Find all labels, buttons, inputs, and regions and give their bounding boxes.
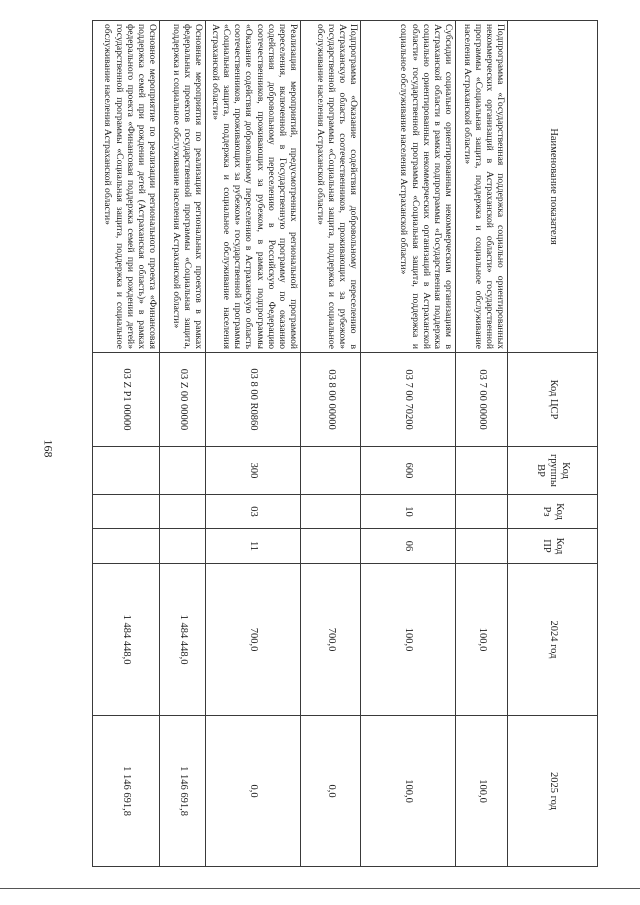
row-vr: 600: [361, 447, 456, 495]
header-name: Наименование показателя: [508, 21, 598, 353]
row-2025: 100,0: [361, 716, 456, 867]
row-2024: 1 484 448,0: [160, 564, 206, 716]
page-bottom-rule: [0, 888, 640, 889]
row-2024: 100,0: [456, 564, 508, 716]
row-name: Основные мероприятия по реализации региональных проектов в рамках федеральных проектов государственной программы «Социальная защита, поддержка и социальное обслуживание населения Астраханской области»: [160, 21, 206, 353]
row-2025: 0,0: [301, 716, 361, 867]
row-csr: 03 Z 00 00000: [160, 353, 206, 447]
header-pr: Код ПР: [508, 529, 598, 564]
row-csr: 03 Z P1 00000: [93, 353, 160, 447]
row-name: Подпрограмма «Государственная поддержка социально ориентированных некоммерческих организаций в Астраханской области» государственной программы «Социальная защита, поддержка и социальное обслуживание населения Астраханской области»: [456, 21, 508, 353]
row-pr: [301, 529, 361, 564]
row-vr: [301, 447, 361, 495]
row-pr: [456, 529, 508, 564]
row-csr: 03 8 00 R0860: [206, 353, 301, 447]
row-name: Подпрограмма «Оказание содействия добровольному переселению в Астраханскую область соотечественников, проживающих за рубежом» государственной программы «Социальная защита, поддержка и социальное обслуживание населения Астраханской области»: [301, 21, 361, 353]
row-csr: 03 7 00 00000: [456, 353, 508, 447]
row-rz: [93, 495, 160, 529]
row-vr: 300: [206, 447, 301, 495]
row-2025: 1 146 691,8: [160, 716, 206, 867]
table-row: [206, 21, 301, 867]
row-rz: [160, 495, 206, 529]
row-2025: 0,0: [206, 716, 301, 867]
row-vr: [93, 447, 160, 495]
row-rz: [456, 495, 508, 529]
row-name: Реализация мероприятий, предусмотренных региональной программой переселения, включенной в Государственную программу по оказанию содействия добровольному переселению в Российскую Федерацию соотечественников, проживающих за рубежом, в рамках подпрограммы «Оказание содействия добровольному переселению в Астраханскую область соотечественников, проживающих за рубежом» государственной программы «Социальная защита, поддержка и социальное обслуживание населения Астраханской области»: [206, 21, 301, 353]
row-pr: 11: [206, 529, 301, 564]
table-row: [160, 21, 206, 867]
row-2024: 1 484 448,0: [93, 564, 160, 716]
header-2025: 2025 год: [508, 716, 598, 867]
header-vr: Код группы ВР: [508, 447, 598, 495]
row-pr: [93, 529, 160, 564]
table-row: [93, 21, 160, 867]
table-row: [301, 21, 361, 867]
row-name: Субсидии социально ориентированным некоммерческим организациям в Астраханской области в рамках подпрограммы «Государственная поддержка социально ориентированных некоммерческих организаций в Астраханской области» государственной программы «Социальная защита, поддержка и социальное обслуживание населения Астраханской области»: [361, 21, 456, 353]
row-2024: 700,0: [206, 564, 301, 716]
page-number: 168: [41, 439, 56, 458]
row-vr: [160, 447, 206, 495]
budget-table: [92, 20, 598, 867]
row-csr: 03 7 00 70200: [361, 353, 456, 447]
row-csr: 03 8 00 00000: [301, 353, 361, 447]
rotated-page-content: [93, 20, 598, 866]
row-pr: 06: [361, 529, 456, 564]
header-2024: 2024 год: [508, 564, 598, 716]
row-rz: [301, 495, 361, 529]
table-row: [361, 21, 456, 867]
row-2025: 100,0: [456, 716, 508, 867]
row-2024: 100,0: [361, 564, 456, 716]
header-rz: Код Рз: [508, 495, 598, 529]
row-2025: 1 146 691,8: [93, 716, 160, 867]
row-name: Основное мероприятие по реализации регионального проекта «Финансовая поддержка семей при рождении детей (Астраханская область)» в рамках федерального проекта «Финансовая поддержка семей при рождении детей» государственной программы «Социальная защита, поддержка и социальное обслуживание населения Астраханской области»: [93, 21, 160, 353]
table-row: [456, 21, 508, 867]
header-csr: Код ЦСР: [508, 353, 598, 447]
table-header-row: [508, 21, 598, 867]
row-rz: 10: [361, 495, 456, 529]
row-2024: 700,0: [301, 564, 361, 716]
row-pr: [160, 529, 206, 564]
row-vr: [456, 447, 508, 495]
row-rz: 03: [206, 495, 301, 529]
